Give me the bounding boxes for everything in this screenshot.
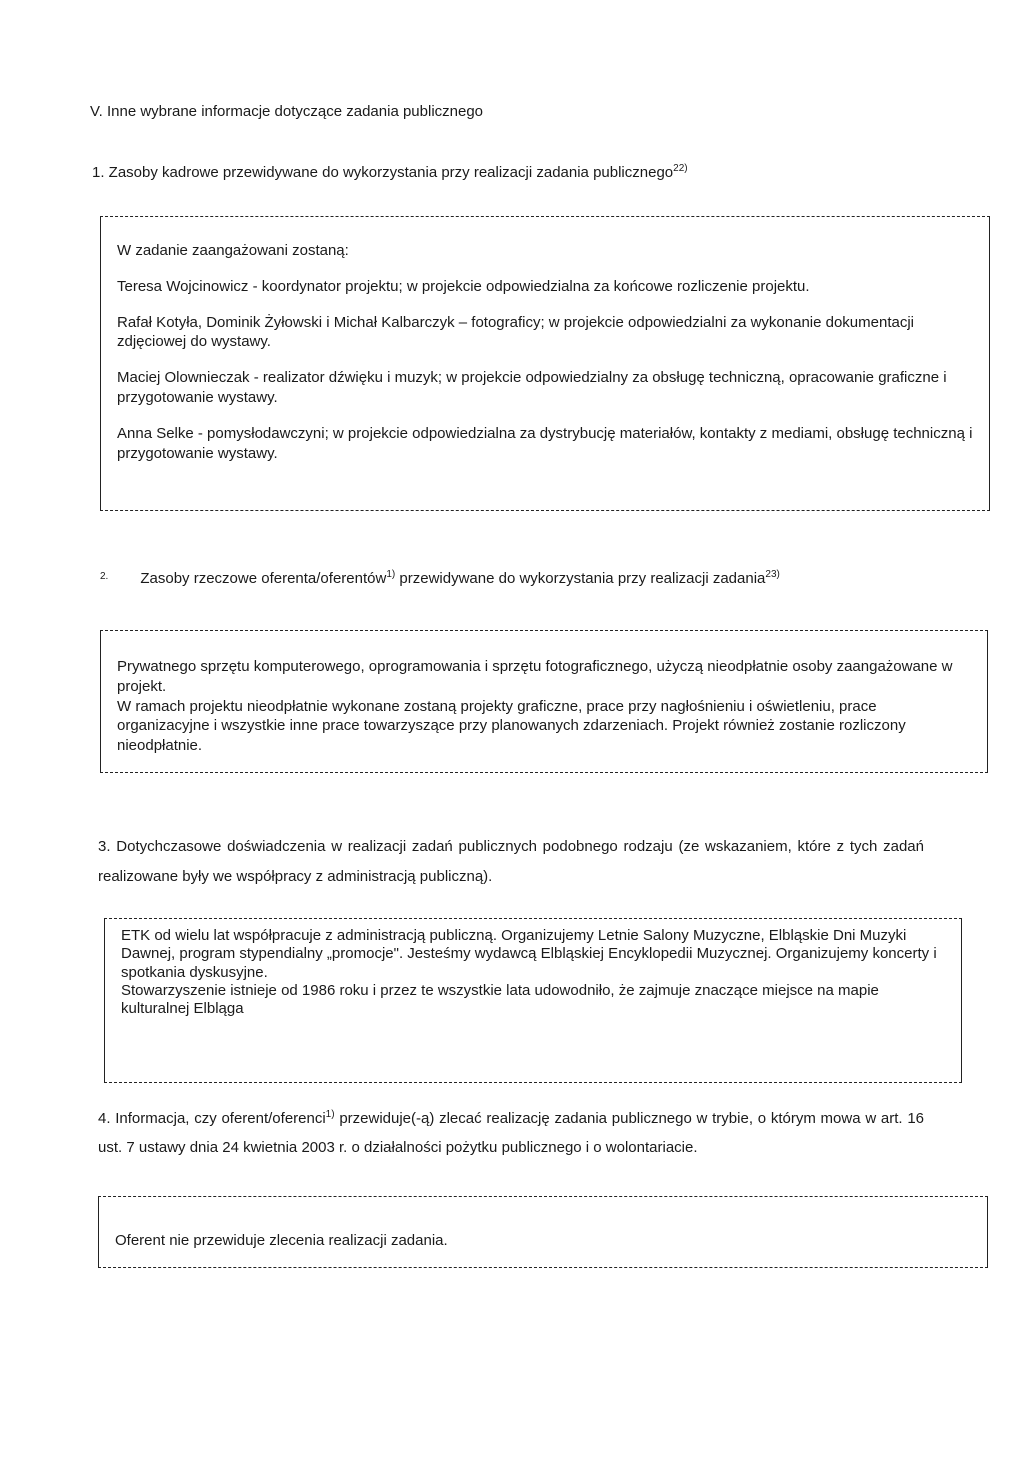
question-1 — [92, 162, 688, 183]
question-2-text-cont: przewidywane do wykorzystania przy realizacji zadania — [395, 570, 766, 587]
staff-photographers: Rafał Kotyła, Dominik Żyłowski i Michał Kalbarczyk – fotograficy; w projekcie odpowiedzialni za wykonanie dokumentacji zdjęciowej do wystawy. — [117, 313, 915, 351]
subcontracting-text: Oferent nie przewiduje zlecenia realizacji zadania. — [115, 1232, 448, 1249]
section-heading: V. Inne wybrane informacje dotyczące zadania publicznego — [90, 103, 484, 120]
experience-line-1: ETK od wielu lat współpracuje z administracją publiczną. Organizujemy Letnie Salony Muzyczne, Elbląskie Dni Muzyki Dawnej, program stypendialny „promocje". Jesteśmy wydawcą Elbląskiej Encyklopedii Muzycznej. Organizujemy koncerty i spotkania dyskusyjne. — [121, 927, 937, 981]
question-3: 3. Dotychczasowe doświadczenia w realizacji zadań publicznych podobnego rodzaju (ze wskazaniem, które z tych zadań realizowane były we współpracy z administracją publiczną). — [98, 838, 924, 885]
staff-originator: Anna Selke - pomysłodawczyni; w projekcie odpowiedzialna za dystrybucję materiałów, kontakty z mediami, obsługę techniczną i przygotowanie wystawy. — [117, 424, 973, 462]
material-line-1: Prywatnego sprzętu komputerowego, oprogramowania i sprzętu fotograficznego, użyczą nieodpłatnie osoby zaangażowane w projekt. — [117, 658, 953, 695]
staff-resources-box — [100, 216, 990, 511]
subcontracting-box — [98, 1196, 988, 1268]
question-2 — [100, 568, 780, 589]
staff-sound-engineer: Maciej Olownieczak - realizator dźwięku i muzyk; w projekcie odpowiedzialny za obsługę techniczną, opracowanie graficzne i przygotowanie wystawy. — [117, 369, 947, 406]
experience-box — [104, 918, 962, 1083]
footnote-ref: 22) — [673, 163, 688, 174]
footnote-ref: 23) — [765, 569, 780, 580]
question-4-text: 4. Informacja, czy oferent/oferenci — [98, 1110, 326, 1127]
footnote-ref: 1) — [325, 1109, 335, 1120]
question-4-text-cont: przewiduje(-ą) zlecać realizację zadania publicznego w trybie, o którym mowa w art. 16 ust. 7 ustawy dnia 24 kwietnia 2003 r. o działalności pożytku publicznego i o wolontariacie. — [98, 1110, 924, 1157]
footnote-ref: 1) — [386, 569, 396, 580]
material-resources-box — [100, 630, 988, 773]
question-2-text: Zasoby rzeczowe oferenta/oferentów — [140, 570, 387, 587]
material-line-2: W ramach projektu nieodpłatnie wykonane zostaną projekty graficzne, prace przy nagłośnieniu i oświetleniu, prace organizacyjne i wszystkie inne prace towarzyszące przy planowanych zdarzeniach. Projekt również zostanie rozliczony nieodpłatnie. — [117, 697, 906, 755]
experience-line-2: Stowarzyszenie istnieje od 1986 roku i przez te wszystkie lata udowodniło, że zajmuje znaczące miejsce na mapie kulturalnej Elbląga — [121, 981, 879, 1018]
question-4 — [98, 1104, 924, 1163]
question-1-text: 1. Zasoby kadrowe przewidywane do wykorzystania przy realizacji zadania publicznego — [92, 164, 674, 181]
question-2-number: 2. — [100, 571, 109, 582]
staff-coordinator: Teresa Wojcinowicz - koordynator projektu; w projekcie odpowiedzialna za końcowe rozliczenie projektu. — [117, 277, 810, 295]
staff-intro: W zadanie zaangażowani zostaną: — [117, 242, 349, 259]
